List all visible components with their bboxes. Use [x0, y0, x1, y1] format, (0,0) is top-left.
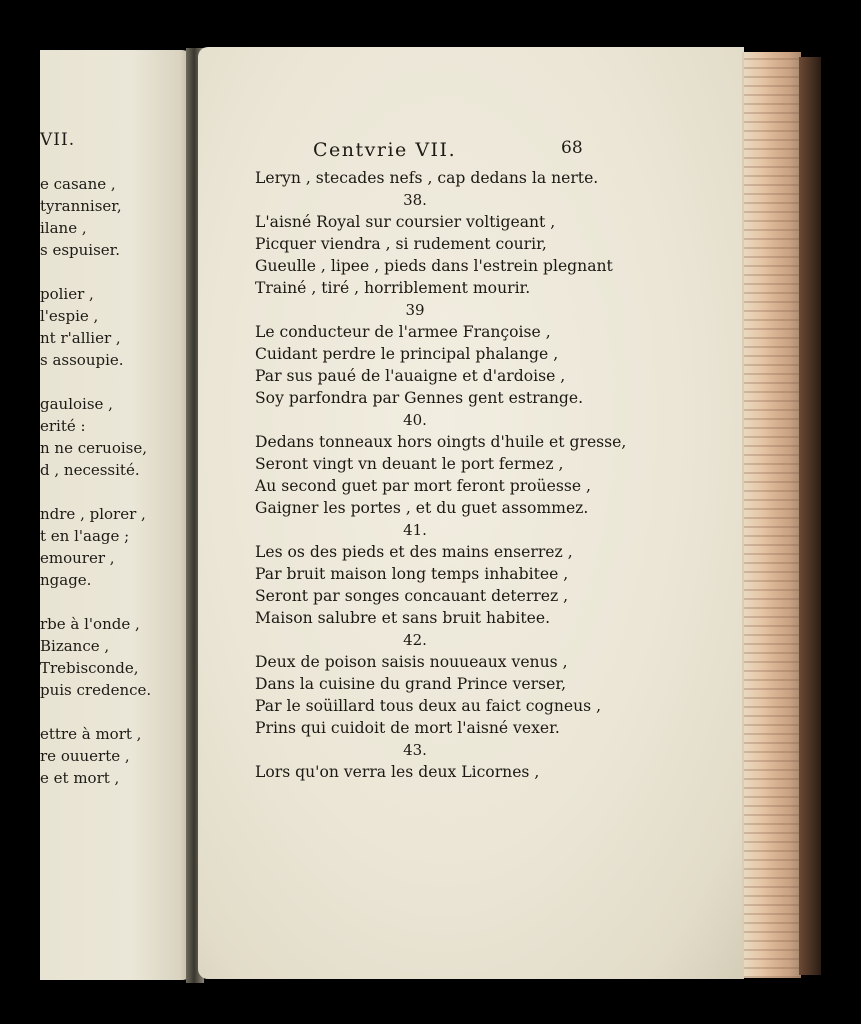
left-blank-line [40, 371, 151, 393]
left-text-line: gauloise , [40, 395, 113, 413]
quatrain-number: 38. [403, 191, 427, 209]
running-title: Centvrie VII. [313, 139, 457, 161]
verse-line: Seront par songes concauant deterrez , [255, 587, 569, 605]
verse-line: Par le soüillard tous deux au faict cogneus , [255, 697, 602, 715]
left-text-line: rbe à l'onde , [40, 615, 140, 633]
left-text-line: e et mort , [40, 769, 120, 787]
left-text-line: tyranniser, [40, 197, 122, 215]
quatrain-number: 42. [403, 631, 427, 649]
left-text-line: emourer , [40, 549, 115, 567]
verse-line: Par bruit maison long temps inhabitee , [255, 565, 569, 583]
left-text-line: polier , [40, 285, 94, 303]
left-text-line: nt r'allier , [40, 329, 121, 347]
quatrain-text [255, 167, 655, 783]
left-text-line: s espuiser. [40, 241, 120, 259]
verse-line: L'aisné Royal sur coursier voltigeant , [255, 213, 556, 231]
verse-line: Picquer viendra , si rudement courir, [255, 235, 547, 253]
quatrain-number: 43. [403, 741, 427, 759]
left-blank-line [40, 261, 151, 283]
quatrain-number: 41. [403, 521, 427, 539]
left-text-line: re ouuerte , [40, 747, 130, 765]
left-page-text [40, 173, 151, 789]
book-cover-edge [799, 57, 821, 975]
quatrain-number: 40. [403, 411, 427, 429]
left-text-line: s assoupie. [40, 351, 124, 369]
verse-line: Prins qui cuidoit de mort l'aisné vexer. [255, 719, 560, 737]
verse-line: Au second guet par mort feront proüesse , [255, 477, 591, 495]
verse-line: Gueulle , lipee , pieds dans l'estrein plegnant [255, 257, 613, 275]
left-text-line: e casane , [40, 175, 116, 193]
page-number: 68 [561, 138, 583, 158]
verse-line: Seront vingt vn deuant le port fermez , [255, 455, 564, 473]
left-text-line: Bizance , [40, 637, 110, 655]
left-text-line: t en l'aage ; [40, 527, 130, 545]
left-text-line: ettre à mort , [40, 725, 142, 743]
left-text-line: puis credence. [40, 681, 152, 699]
left-page [40, 50, 192, 980]
left-blank-line [40, 481, 151, 503]
left-text-line: ilane , [40, 219, 87, 237]
left-text-line: ndre , plorer , [40, 505, 146, 523]
verse-line: Maison salubre et sans bruit habitee. [255, 609, 551, 627]
verse-line: Soy parfondra par Gennes gent estrange. [255, 389, 584, 407]
quatrain-number: 39 [405, 301, 425, 319]
page-edges [742, 52, 801, 978]
verse-line: Les os des pieds et des mains enserrez , [255, 543, 573, 561]
verse-line: Dedans tonneaux hors oingts d'huile et gresse, [255, 433, 627, 451]
left-text-line: Trebisconde, [40, 659, 139, 677]
right-page [198, 47, 744, 979]
left-blank-line [40, 591, 151, 613]
left-blank-line [40, 701, 151, 723]
verse-line: Gaigner les portes , et du guet assommez. [255, 499, 589, 517]
left-text-line: ngage. [40, 571, 92, 589]
left-text-line: erité : [40, 417, 86, 435]
verse-line: Dans la cuisine du grand Prince verser, [255, 675, 567, 693]
left-text-line: n ne ceruoise, [40, 439, 148, 457]
left-text-line: l'espie , [40, 307, 99, 325]
page-header [313, 139, 693, 167]
verse-line: Deux de poison saisis nouueaux venus , [255, 653, 568, 671]
verse-line: Leryn , stecades nefs , cap dedans la nerte. [255, 169, 599, 187]
verse-line: Cuidant perdre le principal phalange , [255, 345, 559, 363]
verse-line: Trainé , tiré , horriblement mourir. [255, 279, 531, 297]
verse-line: Lors qu'on verra les deux Licornes , [255, 763, 540, 781]
left-page-header: VII. [40, 130, 76, 150]
verse-line: Par sus paué de l'auaigne et d'ardoise , [255, 367, 566, 385]
verse-line: Le conducteur de l'armee Françoise , [255, 323, 551, 341]
left-text-line: d , necessité. [40, 461, 140, 479]
